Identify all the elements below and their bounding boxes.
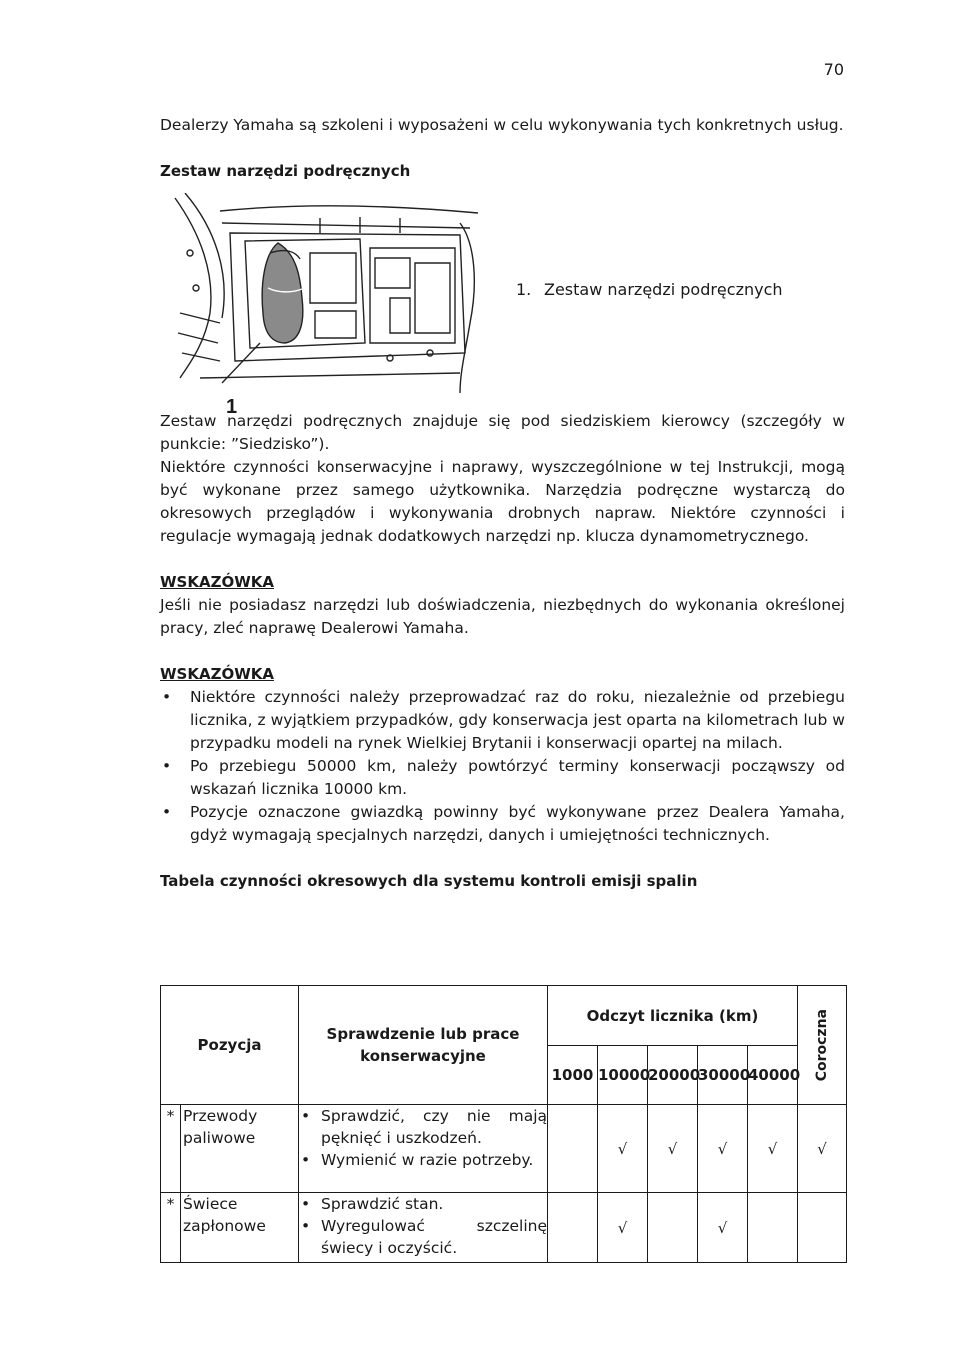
km-header: 1000: [548, 1046, 598, 1105]
note1-label: WSKAZÓWKA: [160, 573, 274, 591]
col-header-odometer: Odczyt licznika (km): [548, 986, 798, 1046]
row-action: • Sprawdzić, czy nie mają pęknięć i uszkodzeń.: [299, 1105, 547, 1149]
table-row: [161, 1105, 847, 1193]
km-header: 30000: [698, 1046, 748, 1105]
check-cell: [548, 1105, 598, 1193]
check-cell: √: [698, 1105, 748, 1193]
note2-bullet: • Pozycje oznaczone gwiazdką powinny być wykonywane przez Dealera Yamaha, gdyż wymagają specjalnych narzędzi, danych i umiejętności technicznych.: [160, 801, 845, 847]
note1-text: Jeśli nie posiadasz narzędzi lub doświadczenia, niezbędnych do wykonania określonej pracy, zleć naprawę Dealerowi Yamaha.: [160, 596, 845, 637]
km-header: 10000: [598, 1046, 648, 1105]
note2-bullet: • Po przebiegu 50000 km, należy powtórzyć terminy konserwacji począwszy od wskazań licznika 10000 km.: [160, 755, 845, 801]
toolkit-heading: Zestaw narzędzi podręcznych: [160, 162, 411, 180]
row-star: *: [161, 1193, 181, 1263]
check-cell: √: [748, 1105, 798, 1193]
check-cell: [548, 1193, 598, 1263]
check-cell: √: [648, 1105, 698, 1193]
page-number: 70: [823, 60, 844, 79]
row-item-text: Przewody paliwowe: [183, 1107, 258, 1147]
note2-bullet: • Niektóre czynności należy przeprowadzać raz do roku, niezależnie od przebiegu licznika, z wyjątkiem przypadków, gdy konserwacja jest oparta na kilometrach lub w przypadku modeli na rynek Wielkiej Brytanii i konserwacji opartej na milach.: [160, 686, 845, 755]
figure-caption: [516, 278, 783, 301]
toolkit-location-paragraph: Zestaw narzędzi podręcznych znajduje się pod siedziskiem kierowcy (szczegóły w punkcie: ”Siedzisko”).: [160, 412, 845, 453]
check-cell: [648, 1193, 698, 1263]
row-action: • Wymienić w razie potrzeby.: [299, 1149, 547, 1171]
maintenance-table: [160, 985, 847, 1263]
check-cell: [798, 1193, 847, 1263]
row-item-text: Świece zapłonowe: [183, 1195, 266, 1235]
check-cell: √: [598, 1105, 648, 1193]
figure-callout: 1: [226, 396, 238, 418]
note2-label: WSKAZÓWKA: [160, 665, 274, 683]
col-header-action: Sprawdzenie lub prace konserwacyjne: [299, 986, 548, 1105]
note2-bullets: [160, 686, 845, 847]
col-header-item: Pozycja: [161, 986, 299, 1105]
row-item: [181, 1193, 299, 1263]
check-cell: √: [798, 1105, 847, 1193]
col-header-annual-cell: [798, 986, 847, 1105]
caption-number: 1.: [516, 280, 532, 299]
check-cell: √: [698, 1193, 748, 1263]
check-cell: √: [598, 1193, 648, 1263]
km-header: 20000: [648, 1046, 698, 1105]
row-action: • Sprawdzić stan.: [299, 1193, 547, 1215]
row-actions: [299, 1105, 548, 1193]
row-action: • Wyregulować szczelinę świecy i oczyścić.: [299, 1215, 547, 1259]
check-cell: [748, 1193, 798, 1263]
col-header-annual: Coroczna: [814, 1008, 830, 1082]
toolkit-figure-row: [160, 193, 845, 398]
km-header: 40000: [748, 1046, 798, 1105]
page-content: [160, 114, 845, 893]
row-star: *: [161, 1105, 181, 1193]
table-heading: Tabela czynności okresowych dla systemu kontroli emisji spalin: [160, 872, 698, 890]
row-item: [181, 1105, 299, 1193]
intro-paragraph: Dealerzy Yamaha są szkoleni i wyposażeni w celu wykonywania tych konkretnych usług.: [160, 116, 844, 134]
maintenance-paragraph: Niektóre czynności konserwacyjne i naprawy, wyszczególnione w tej Instrukcji, mogą być wykonane przez samego użytkownika. Narzędzia podręczne wystarczą do okresowych przeglądów i wykonywania drobnych napraw. Niektóre czynności i regulacje wymagają jednak dodatkowych narzędzi np. klucza dynamometrycznego.: [160, 458, 845, 545]
toolkit-illustration: [160, 193, 480, 398]
caption-text: Zestaw narzędzi podręcznych: [544, 280, 783, 299]
row-actions: [299, 1193, 548, 1263]
table-row: [161, 1193, 847, 1263]
